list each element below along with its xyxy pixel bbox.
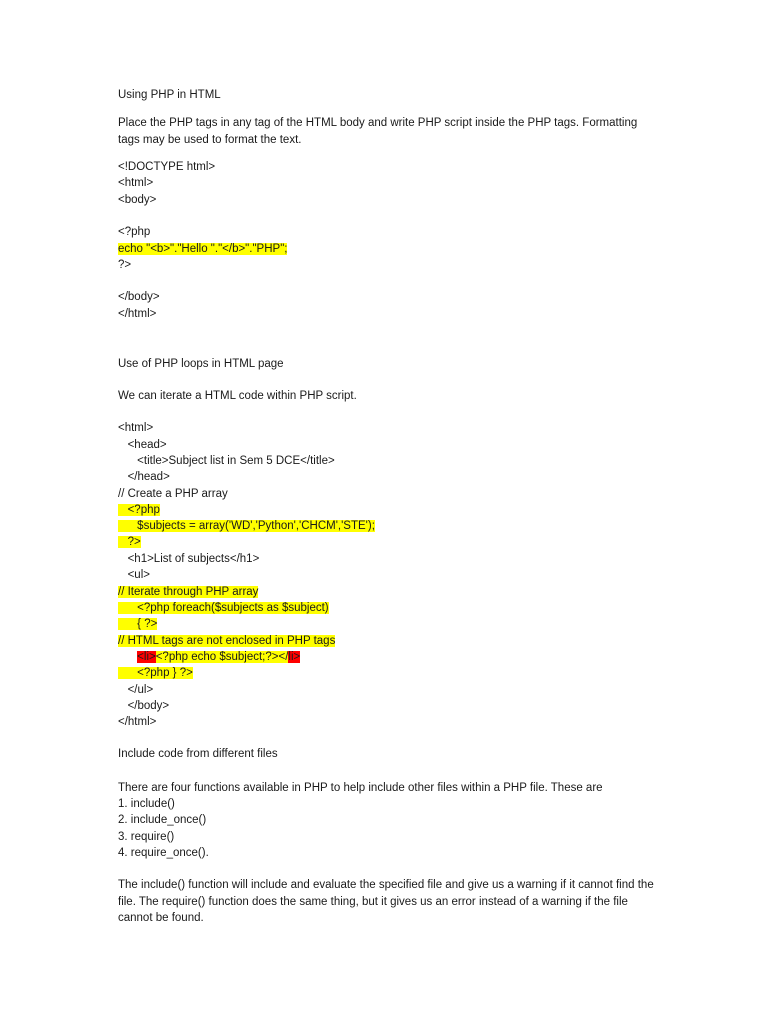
code-comment-highlighted — [118, 633, 335, 649]
list-item: 3. require() — [118, 831, 175, 843]
highlight-echo-subject: <?php echo $subject;?></ — [155, 651, 289, 663]
code-line-highlighted — [118, 616, 157, 632]
code-line: <ul> — [118, 569, 150, 581]
code-line: <body> — [118, 194, 157, 206]
code-line: <title>Subject list in Sem 5 DCE</title> — [118, 455, 335, 467]
highlight-array: $subjects = array('WD','Python','CHCM','STE'); — [118, 520, 375, 532]
section-heading-include: Include code from different files — [118, 748, 278, 760]
red-highlight-li-open: <li> — [137, 651, 156, 663]
code-line: <?php — [118, 226, 151, 238]
highlight-php-close: ?> — [118, 536, 141, 548]
code-line: ?> — [118, 259, 132, 271]
code-line: <html> — [118, 177, 154, 189]
code-line: </body> — [118, 700, 170, 712]
highlight-brace-close: <?php } ?> — [118, 667, 193, 679]
red-highlight-li-close: li> — [288, 651, 301, 663]
code-line-li — [118, 649, 300, 665]
section-heading-php-loops: Use of PHP loops in HTML page — [118, 358, 284, 370]
closing-paragraph: The include() function will include and evaluate the specified file and give us a warning if it cannot find the file. The require() function does the same thing, but it gives us an error instead of a warning if the file cannot be found. — [118, 879, 654, 924]
highlight-html-tags-comment: // HTML tags are not enclosed in PHP tags — [118, 635, 336, 647]
highlight-brace-open: { ?> — [118, 618, 158, 630]
code-line: </head> — [118, 471, 170, 483]
section-heading-php-in-html: Using PHP in HTML — [118, 89, 221, 101]
list-item: 4. require_once(). — [118, 847, 209, 859]
code-line: <h1>List of subjects</h1> — [118, 553, 260, 565]
code-line-highlighted — [118, 502, 160, 518]
code-line: <html> — [118, 422, 154, 434]
section-intro-include: There are four functions available in PHP to help include other files within a PHP file. These are — [118, 782, 603, 794]
code-line: <!DOCTYPE html> — [118, 161, 216, 173]
section-intro-php-in-html: Place the PHP tags in any tag of the HTML body and write PHP script inside the PHP tags. Formatting tags may be used to format the text. — [118, 117, 638, 146]
highlight-echo: echo "<b>"."Hello "."</b>"."PHP"; — [118, 243, 288, 255]
code-line: </html> — [118, 308, 157, 320]
list-item: 2. include_once() — [118, 814, 207, 826]
code-line-highlighted — [118, 534, 141, 550]
highlight-php-open: <?php — [118, 504, 160, 516]
code-line-highlighted — [118, 600, 329, 616]
code-comment: // Create a PHP array — [118, 488, 228, 500]
code-line: <head> — [118, 439, 167, 451]
code-line-highlighted — [118, 241, 287, 257]
code-line: </html> — [118, 716, 157, 728]
highlight-foreach: <?php foreach($subjects as $subject) — [118, 602, 329, 614]
code-line-highlighted — [118, 665, 193, 681]
code-line: </ul> — [118, 684, 154, 696]
highlight-iterate-comment: // Iterate through PHP array — [118, 586, 259, 598]
code-comment-highlighted — [118, 584, 258, 600]
code-line-highlighted — [118, 518, 375, 534]
list-item: 1. include() — [118, 798, 175, 810]
section-intro-php-loops: We can iterate a HTML code within PHP script. — [118, 390, 357, 402]
code-line: </body> — [118, 291, 160, 303]
